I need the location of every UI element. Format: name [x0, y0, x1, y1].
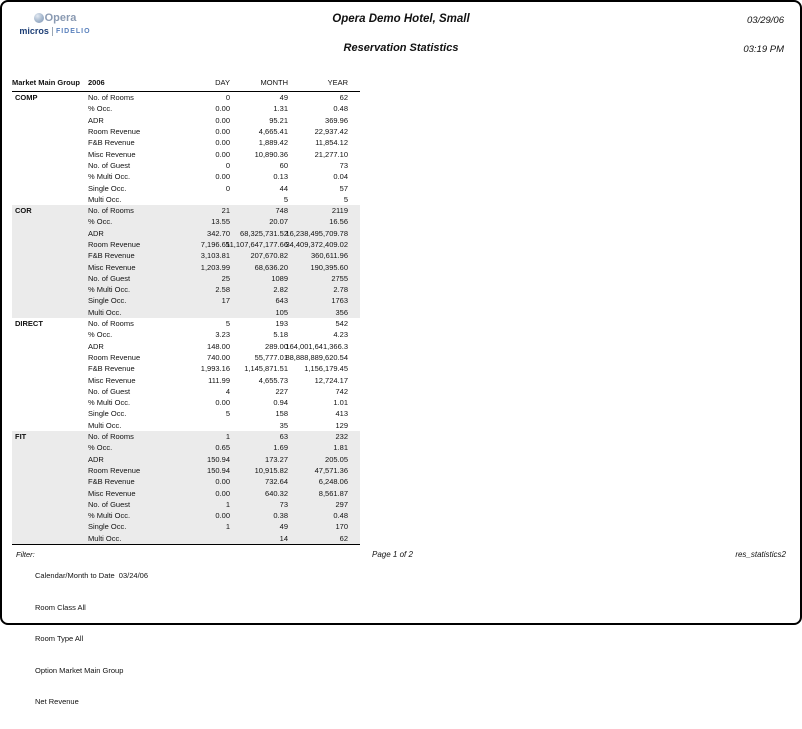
row-label: No. of Guest — [88, 386, 131, 396]
table-row — [12, 92, 360, 103]
month-value: 1089 — [271, 273, 288, 283]
column-header-year-label: 2006 — [88, 78, 105, 87]
table-row — [12, 216, 360, 227]
row-label: Single Occ. — [88, 522, 127, 532]
year-value: 297 — [335, 499, 348, 509]
year-value: 0.48 — [333, 104, 348, 114]
month-value: 68,325,731.52 — [240, 228, 288, 238]
row-label: Single Occ. — [88, 296, 127, 306]
table-row — [12, 318, 360, 329]
row-label: Multi Occ. — [88, 194, 122, 204]
year-value: 2755 — [331, 273, 348, 283]
row-label: No. of Rooms — [88, 93, 134, 103]
table-row — [12, 228, 360, 239]
day-value: 17 — [221, 296, 230, 306]
filter-line: Net Revenue — [35, 697, 79, 706]
year-value: 129 — [335, 420, 348, 430]
row-label: % Occ. — [88, 217, 113, 227]
table-row — [12, 521, 360, 532]
day-value: 0.00 — [215, 488, 230, 498]
year-value: 16,238,495,709.78 — [285, 228, 348, 238]
year-value: 47,571.36 — [314, 465, 348, 475]
column-header-day: DAY — [215, 78, 230, 87]
day-value: 3,103.81 — [200, 251, 230, 261]
month-value: 68,636.20 — [254, 262, 288, 272]
day-value: 0.00 — [215, 172, 230, 182]
table-row — [12, 250, 360, 261]
table-row — [12, 148, 360, 159]
day-value: 0 — [225, 183, 230, 193]
statistics-table — [12, 74, 360, 545]
table-row — [12, 295, 360, 306]
day-value: 25 — [221, 273, 230, 283]
table-row — [12, 352, 360, 363]
year-value: 356 — [335, 307, 348, 317]
year-value: 57 — [339, 183, 348, 193]
micros-text: micros — [19, 26, 49, 36]
row-label: No. of Guest — [88, 273, 131, 283]
year-value: 1,156,179.45 — [304, 364, 348, 374]
table-row — [12, 115, 360, 126]
row-label: ADR — [88, 228, 104, 238]
group-section-cor — [12, 205, 360, 318]
year-value: 62 — [339, 93, 348, 103]
row-label: Misc Revenue — [88, 149, 136, 159]
month-value: 1.31 — [273, 104, 288, 114]
filter-label: Filter: — [16, 550, 35, 559]
fidelio-text: FIDELIO — [55, 27, 91, 35]
table-row — [12, 126, 360, 137]
day-value: 342.70 — [207, 228, 230, 238]
day-value: 1,203.99 — [200, 262, 230, 272]
column-header-year: YEAR — [327, 78, 348, 87]
table-row — [12, 476, 360, 487]
month-value: 63 — [279, 432, 288, 442]
year-value: 11,854.12 — [315, 138, 348, 148]
month-value: 60 — [279, 160, 288, 170]
table-row — [12, 510, 360, 521]
row-label: Multi Occ. — [88, 533, 122, 543]
year-value: 360,611.96 — [311, 251, 348, 261]
month-value: 4,665.41 — [258, 127, 288, 137]
row-label: Single Occ. — [88, 183, 127, 193]
report-time: 03:19 PM — [743, 44, 784, 55]
table-row — [12, 341, 360, 352]
month-value: 35 — [279, 420, 288, 430]
row-label: Multi Occ. — [88, 420, 122, 430]
year-value: 4.23 — [333, 330, 348, 340]
day-value: 21 — [221, 206, 230, 216]
table-row — [12, 284, 360, 295]
day-value: 150.94 — [207, 454, 230, 464]
month-value: 10,890.36 — [254, 149, 288, 159]
year-value: 62 — [339, 533, 348, 543]
day-value: 13.55 — [211, 217, 230, 227]
filter-line: Room Class All — [35, 602, 86, 612]
month-value: 173.27 — [265, 454, 288, 464]
year-value: 1763 — [331, 296, 348, 306]
day-value: 0.00 — [215, 104, 230, 114]
table-row — [12, 363, 360, 374]
table-row — [12, 499, 360, 510]
row-label: F&B Revenue — [88, 251, 135, 261]
filter-line: Calendar/Month to Date 03/24/06 — [35, 571, 148, 580]
row-label: Misc Revenue — [88, 488, 136, 498]
micros-fidelio-row — [16, 26, 94, 36]
day-value: 1 — [225, 499, 230, 509]
row-label: % Multi Occ. — [88, 398, 131, 408]
table-row — [12, 103, 360, 114]
year-value: 6,248.06 — [318, 477, 348, 487]
filter-line: Option Market Main Group — [35, 665, 124, 675]
row-label: F&B Revenue — [88, 138, 135, 148]
day-value: 3.23 — [215, 330, 230, 340]
row-label: % Multi Occ. — [88, 285, 131, 295]
month-value: 158 — [275, 409, 288, 419]
day-value: 1,993.16 — [200, 364, 230, 374]
report-title: Opera Demo Hotel, Small — [332, 13, 470, 25]
day-value: 740.00 — [207, 352, 230, 362]
table-row — [12, 374, 360, 385]
day-value: 0.65 — [215, 443, 230, 453]
table-row — [12, 137, 360, 148]
day-value: 0.00 — [215, 511, 230, 521]
year-value: 190,395.60 — [310, 262, 348, 272]
day-value: 2.58 — [215, 285, 230, 295]
table-row — [12, 160, 360, 171]
table-row — [12, 171, 360, 182]
table-row — [12, 420, 360, 431]
row-label: Misc Revenue — [88, 262, 136, 272]
month-value: 0.13 — [273, 172, 288, 182]
month-value: 95.21 — [269, 115, 288, 125]
table-row — [12, 239, 360, 250]
day-value: 4 — [225, 386, 230, 396]
table-row — [12, 487, 360, 498]
day-value: 7,196.61 — [200, 240, 230, 249]
table-row — [12, 194, 360, 205]
row-label: ADR — [88, 115, 104, 125]
year-value: 413 — [335, 409, 348, 419]
day-value: 111.99 — [208, 375, 230, 385]
row-label: ADR — [88, 454, 104, 464]
logo-divider — [52, 27, 53, 36]
day-value: 0.00 — [215, 127, 230, 137]
table-row — [12, 205, 360, 216]
year-value: 12,724.17 — [314, 375, 348, 385]
month-value: 44 — [279, 183, 288, 193]
month-value: 5 — [283, 194, 288, 204]
table-row — [12, 454, 360, 465]
month-value: 2.82 — [273, 285, 288, 295]
table-row — [12, 408, 360, 419]
row-label: F&B Revenue — [88, 477, 135, 487]
month-value: 5.18 — [273, 330, 288, 340]
day-value: 0 — [225, 160, 230, 170]
year-value: 0.48 — [333, 511, 348, 521]
day-value: 0.00 — [215, 477, 230, 487]
row-label: No. of Rooms — [88, 319, 134, 329]
table-row — [12, 261, 360, 272]
month-value: 193 — [275, 319, 288, 329]
group-section-fit — [12, 431, 360, 544]
month-value: 14 — [279, 533, 288, 543]
table-row — [12, 273, 360, 284]
row-label: Room Revenue — [88, 127, 141, 137]
row-label: ADR — [88, 341, 104, 351]
row-label: % Occ. — [88, 443, 113, 453]
row-label: Misc Revenue — [88, 375, 136, 385]
row-label: % Occ. — [88, 104, 113, 114]
month-value: 0.94 — [273, 398, 288, 408]
month-value: 73 — [279, 499, 288, 509]
table-row — [12, 307, 360, 318]
year-value: 21,277.10 — [314, 149, 348, 159]
row-label: Single Occ. — [88, 409, 127, 419]
row-label: Room Revenue — [88, 240, 141, 249]
year-value: 16.56 — [329, 217, 348, 227]
year-value: 1.81 — [333, 443, 348, 453]
month-value: 10,915.82 — [254, 465, 288, 475]
table-row — [12, 533, 360, 544]
year-value: 205.05 — [325, 454, 348, 464]
row-label: No. of Guest — [88, 499, 131, 509]
row-label: % Multi Occ. — [88, 511, 131, 521]
group-name: COMP — [15, 93, 38, 103]
month-value: 49 — [279, 522, 288, 532]
table-row — [12, 329, 360, 340]
year-value: 0.04 — [333, 172, 348, 182]
day-value: 5 — [225, 409, 230, 419]
month-value: 55,777.01 — [254, 352, 288, 362]
year-value: 742 — [335, 386, 348, 396]
year-value: 2119 — [331, 206, 348, 216]
month-value: 748 — [275, 206, 288, 216]
day-value: 5 — [225, 319, 230, 329]
month-value: 4,655.73 — [258, 375, 288, 385]
month-value: 207,670.82 — [250, 251, 288, 261]
page-number: Page 1 of 2 — [372, 550, 413, 559]
year-value: 232 — [335, 432, 348, 442]
month-value: 51,107,647,177.66 — [225, 240, 288, 249]
day-value: 1 — [225, 522, 230, 532]
month-value: 227 — [275, 386, 288, 396]
filter-line: Room Type All — [35, 634, 84, 643]
table-row — [12, 465, 360, 476]
year-value: 88,888,889,620.54 — [285, 352, 348, 362]
month-value: 732.64 — [265, 477, 288, 487]
column-header-group: Market Main Group — [12, 78, 80, 87]
group-section-comp — [12, 92, 360, 205]
table-row — [12, 397, 360, 408]
table-sections — [12, 92, 360, 545]
day-value: 0.00 — [215, 149, 230, 159]
month-value: 105 — [275, 307, 288, 317]
row-label: No. of Rooms — [88, 432, 134, 442]
month-value: 49 — [279, 93, 288, 103]
day-value: 0 — [225, 93, 230, 103]
year-value: 8,561.87 — [318, 488, 348, 498]
month-value: 640.32 — [265, 488, 288, 498]
group-section-direct — [12, 318, 360, 431]
month-value: 643 — [275, 296, 288, 306]
row-label: % Occ. — [88, 330, 113, 340]
filter-lines — [35, 550, 148, 729]
year-value: 1.01 — [333, 398, 348, 408]
row-label: Room Revenue — [88, 352, 141, 362]
day-value: 1 — [225, 432, 230, 442]
table-row — [12, 182, 360, 193]
year-value: 164,001,641,366.3 — [285, 341, 348, 351]
row-label: F&B Revenue — [88, 364, 135, 374]
day-value: 0.00 — [215, 115, 230, 125]
day-value: 148.00 — [207, 341, 230, 351]
year-value: 5 — [343, 194, 348, 204]
report-id: res_statistics2 — [735, 550, 786, 559]
group-name: DIRECT — [15, 319, 43, 329]
row-label: Multi Occ. — [88, 307, 122, 317]
report-date: 03/29/06 — [747, 15, 784, 26]
year-value: 2.78 — [333, 285, 348, 295]
month-value: 20.07 — [269, 217, 288, 227]
table-row — [12, 386, 360, 397]
day-value: 0.00 — [215, 138, 230, 148]
table-row — [12, 442, 360, 453]
row-label: Room Revenue — [88, 465, 141, 475]
table-header-row — [12, 74, 360, 92]
column-header-month: MONTH — [260, 78, 288, 87]
table-row — [12, 431, 360, 442]
year-value: 22,937.42 — [314, 127, 348, 137]
month-value: 1.69 — [273, 443, 288, 453]
row-label: No. of Rooms — [88, 206, 134, 216]
month-value: 1,889.42 — [258, 138, 288, 148]
month-value: 1,145,871.51 — [244, 364, 288, 374]
year-value: 170 — [335, 522, 348, 532]
opera-brand-text: Opera — [44, 12, 77, 24]
year-value: 542 — [335, 319, 348, 329]
report-subtitle: Reservation Statistics — [343, 42, 459, 54]
group-name: COR — [15, 206, 32, 216]
year-value: 369.96 — [325, 115, 348, 125]
day-value: 150.94 — [207, 465, 230, 475]
row-label: % Multi Occ. — [88, 172, 131, 182]
row-label: No. of Guest — [88, 160, 131, 170]
month-value: 0.38 — [273, 511, 288, 521]
month-value: 289.00 — [265, 341, 288, 351]
year-value: 73 — [339, 160, 348, 170]
year-value: 34,409,372,409.02 — [285, 240, 348, 249]
day-value: 0.00 — [215, 398, 230, 408]
group-name: FIT — [15, 432, 27, 442]
